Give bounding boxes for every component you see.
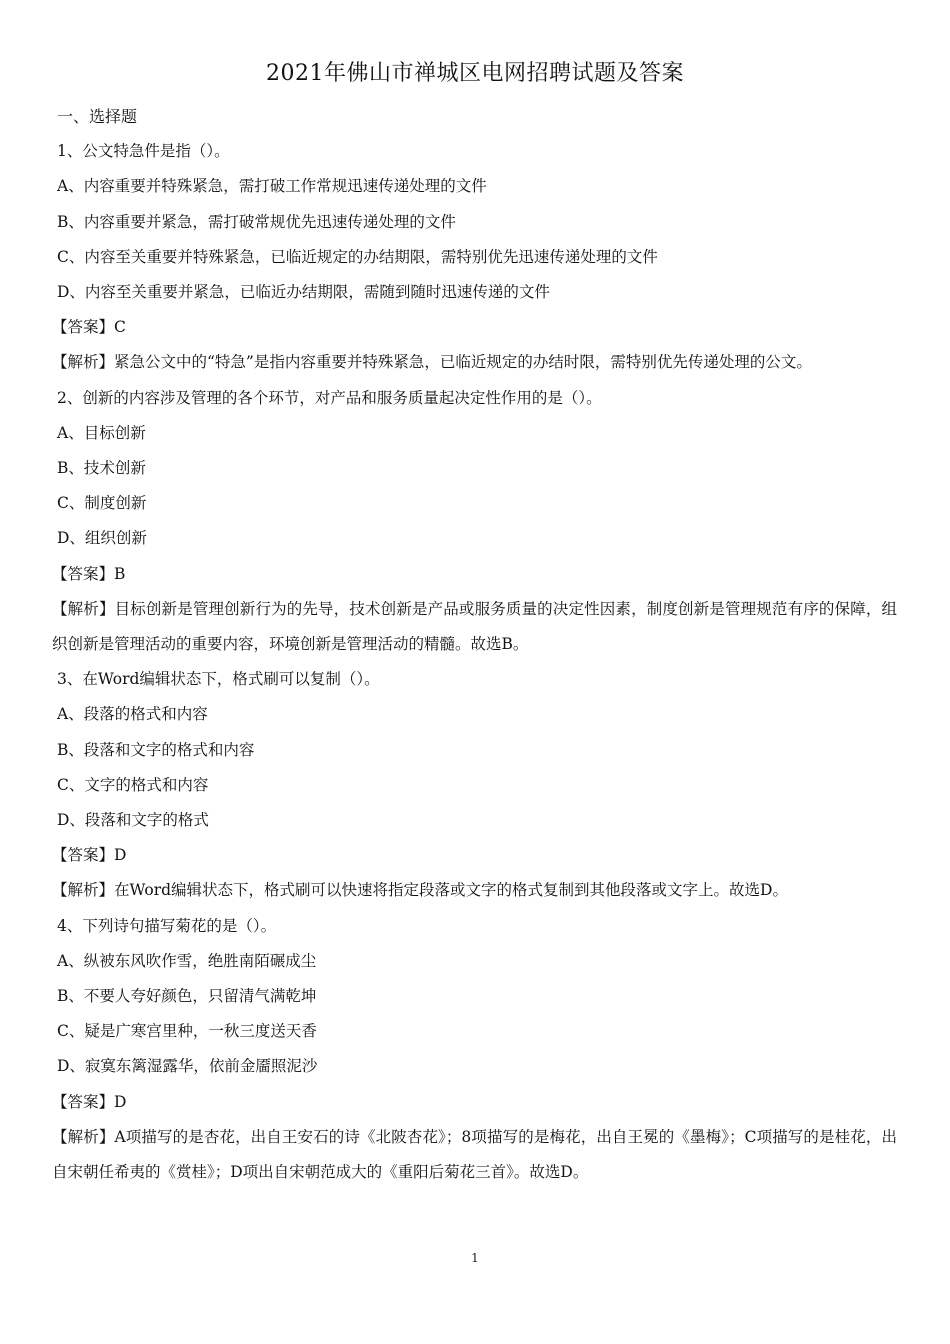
question-answer: 【答案】D (52, 1092, 127, 1111)
question-option: A、目标创新 (57, 423, 146, 442)
question-block (52, 134, 897, 380)
question-explanation: 【解析】A项描写的是杏花，出自王安石的诗《北陂杏花》；8项描写的是梅花，出自王冕的《墨梅》；C项描写的是桂花，出自宋朝任希夷的《赏桂》；D项出自宋朝范成大的《重阳后菊花三首》。故选D。 (52, 1127, 897, 1182)
question-option: B、技术创新 (57, 459, 146, 478)
question-answer: 【答案】C (52, 318, 126, 337)
document-body (52, 99, 897, 1190)
question-answer: 【答案】B (52, 564, 126, 583)
question-option: A、内容重要并特殊紧急，需打破工作常规迅速传递处理的文件 (57, 177, 487, 196)
question-stem: 4、下列诗句描写菊花的是（）。 (57, 916, 277, 935)
question-explanation: 【解析】目标创新是管理创新行为的先导，技术创新是产品或服务质量的决定性因素，制度创新是管理规范有序的保障，组织创新是管理活动的重要内容，环境创新是管理活动的精髓。故选B。 (52, 599, 897, 654)
question-option: C、文字的格式和内容 (57, 775, 209, 794)
question-option: D、寂寞东篱湿露华，依前金靥照泥沙 (57, 1057, 318, 1076)
document-title: 2021年佛山市禅城区电网招聘试题及答案 (266, 61, 684, 86)
question-option: D、内容至关重要并紧急，已临近办结期限，需随到随时迅速传递的文件 (57, 283, 550, 302)
page-number: 1 (471, 1251, 479, 1265)
question-block (52, 381, 897, 663)
question-option: B、内容重要并紧急，需打破常规优先迅速传递处理的文件 (57, 212, 456, 231)
question-option: C、疑是广寒宫里种，一秋三度送天香 (57, 1022, 317, 1041)
question-block (52, 662, 897, 908)
question-stem: 1、公文特急件是指（）。 (57, 142, 230, 161)
question-option: D、组织创新 (57, 529, 147, 548)
question-explanation: 【解析】在Word编辑状态下，格式刷可以快速将指定段落或文字的格式复制到其他段落或文字上。故选D。 (52, 881, 788, 900)
question-option: A、纵被东风吹作雪，绝胜南陌碾成尘 (57, 951, 317, 970)
question-answer: 【答案】D (52, 846, 127, 865)
question-option: A、段落的格式和内容 (57, 705, 208, 724)
question-stem: 3、在Word编辑状态下，格式刷可以复制（）。 (57, 670, 380, 689)
question-option: B、段落和文字的格式和内容 (57, 740, 255, 759)
section-heading: 一、选择题 (57, 107, 138, 126)
question-block (52, 909, 897, 1191)
question-option: B、不要人夸好颜色，只留清气满乾坤 (57, 987, 317, 1006)
question-stem: 2、创新的内容涉及管理的各个环节，对产品和服务质量起决定性作用的是（）。 (57, 388, 602, 407)
question-option: C、制度创新 (57, 494, 147, 513)
question-option: D、段落和文字的格式 (57, 811, 209, 830)
question-option: C、内容至关重要并特殊紧急，已临近规定的办结期限，需特别优先迅速传递处理的文件 (57, 247, 658, 266)
question-explanation: 【解析】紧急公文中的“特急”是指内容重要并特殊紧急，已临近规定的办结时限，需特别优先传递处理的公文。 (52, 353, 812, 372)
